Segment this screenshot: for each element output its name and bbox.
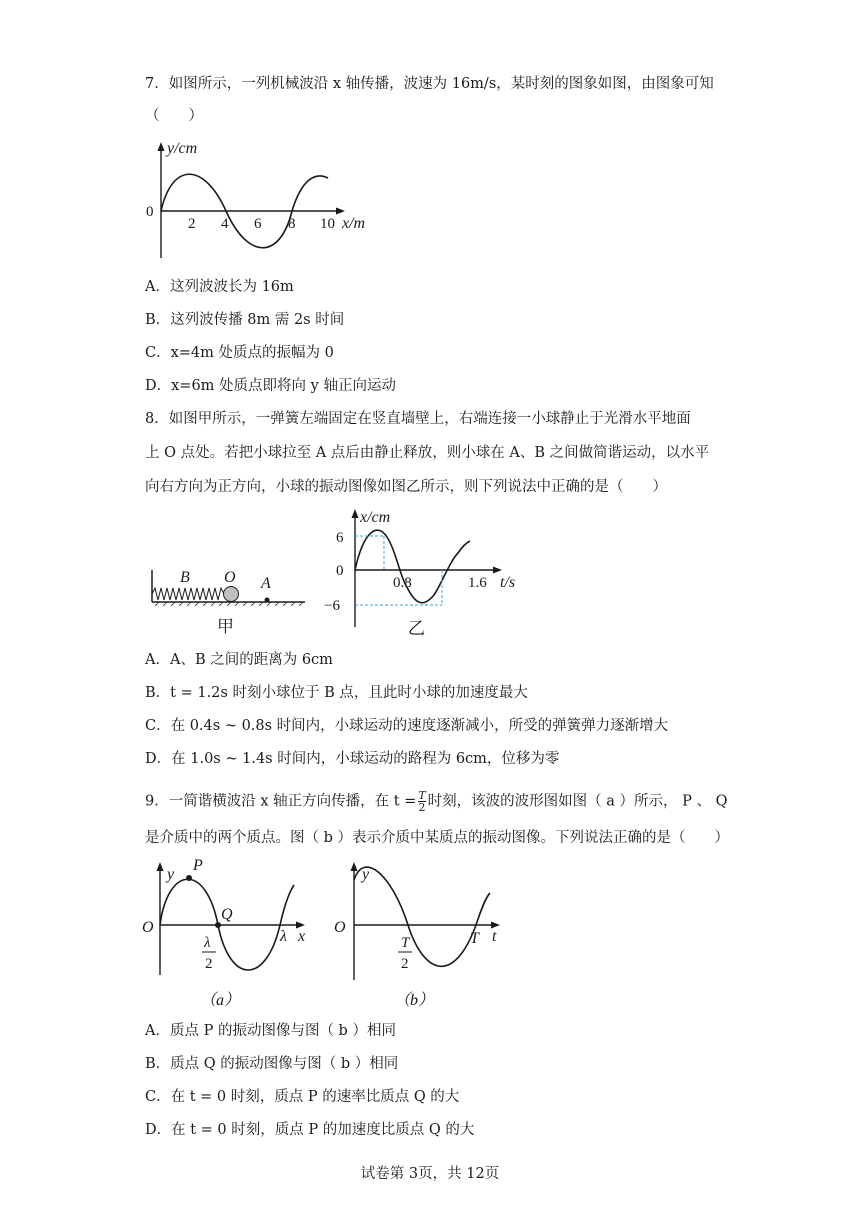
q9a-point-p	[186, 875, 192, 881]
q8-caption-jia: 甲	[217, 617, 234, 636]
q8-spring	[152, 588, 224, 600]
q9-vibration-b	[330, 855, 510, 1015]
q9a-half-lambda-num: λ	[204, 935, 211, 951]
q9b-y-arrow	[351, 862, 358, 871]
q7-origin: 0	[146, 204, 154, 220]
q9-stem-part1: 9．一简谐横波沿 x 轴正方向传播，在 t =	[145, 793, 417, 810]
q9-frac-den: 2	[418, 801, 426, 814]
q8-option-c: C．在 0.4s ~ 0.8s 时间内，小球运动的速度逐渐减小，所受的弹簧弹力逐渐增大	[145, 718, 669, 734]
q7-tick-6: 6	[254, 216, 262, 232]
q7-tick-4: 4	[221, 216, 229, 232]
q7-tick-10: 10	[320, 216, 335, 232]
q7-y-arrow	[158, 142, 165, 151]
q7-tick-2: 2	[188, 216, 196, 232]
q8-point-a-dot	[265, 598, 270, 603]
q7-bracket: （ ）	[145, 108, 203, 124]
q8-y-arrow	[352, 509, 359, 518]
q8-spring-figure	[145, 560, 310, 640]
q8-tick-1-6: 1.6	[468, 575, 487, 591]
q7-x-arrow	[336, 208, 345, 215]
q8-label-b: B	[180, 569, 190, 586]
q9b-label-y: y	[362, 866, 370, 883]
q9-stem-line1	[145, 790, 728, 813]
q9-frac-num: T	[418, 789, 426, 802]
q9b-caption: （b）	[394, 992, 435, 1009]
q9a-label-x: x	[298, 928, 306, 945]
q9b-label-t-period: T	[470, 930, 479, 947]
q7-option-b: B．这列波传播 8m 需 2s 时间	[145, 312, 345, 328]
q7-y-label: y/cm	[167, 140, 198, 157]
q7-stem: 7．如图所示，一列机械波沿 x 轴传播，波速为 16m/s，某时刻的图象如图，由图象可知	[145, 76, 714, 92]
q9a-label-o: O	[142, 919, 154, 936]
q8-tick-neg6: −6	[324, 598, 340, 614]
q8-sine-curve	[355, 530, 470, 603]
q9b-half-t-num: T	[401, 935, 410, 951]
q8-option-b: B．t = 1.2s 时刻小球位于 B 点，且此时小球的加速度最大	[145, 685, 528, 701]
q9-option-b: B．质点 Q 的振动图像与图（ b ）相同	[145, 1056, 399, 1072]
q9a-y-arrow	[157, 862, 164, 871]
q9b-label-o: O	[334, 919, 346, 936]
q8-option-a: A．A、B 之间的距离为 6cm	[145, 652, 333, 668]
q7-option-c: C．x=4m 处质点的振幅为 0	[145, 345, 334, 361]
q7-x-label: x/m	[342, 215, 366, 232]
q8-tick-0: 0	[336, 563, 344, 579]
q7-option-a: A．这列波波长为 16m	[145, 279, 294, 295]
q8-t-label: t/s	[500, 574, 516, 591]
q9-option-c: C．在 t = 0 时刻，质点 P 的速率比质点 Q 的大	[145, 1089, 460, 1105]
q9b-vibration-curve	[354, 867, 490, 966]
q9-stem-part2: 时刻，该波的波形图如图（ a ）所示， P 、 Q	[427, 793, 728, 810]
q7-tick-8: 8	[288, 216, 296, 232]
q9-option-d: D．在 t = 0 时刻，质点 P 的加速度比质点 Q 的大	[145, 1122, 475, 1138]
q9a-caption: （a）	[200, 992, 241, 1009]
q8-oscillation-graph	[322, 505, 532, 640]
q9b-half-t-den: 2	[401, 956, 409, 972]
q8-tick-0-8: 0.8	[393, 575, 412, 591]
q9-option-a: A．质点 P 的振动图像与图（ b ）相同	[145, 1023, 396, 1039]
q9b-label-t: t	[492, 928, 497, 945]
q8-stem-line3: 向右方向为正方向，小球的振动图像如图乙所示，则下列说法中正确的是（ ）	[145, 479, 667, 495]
q7-option-d: D．x=6m 处质点即将向 y 轴正向运动	[145, 378, 396, 394]
q8-y-label: x/cm	[360, 509, 391, 526]
q9-stem-line2: 是介质中的两个质点。图（ b ）表示介质中某质点的振动图像。下列说法正确的是（ ）	[145, 830, 729, 846]
q9a-label-p: P	[193, 857, 203, 874]
q8-label-o: O	[224, 569, 236, 586]
q9-waveform-a	[140, 855, 320, 1015]
q9-fraction	[418, 790, 425, 813]
q8-stem-line1: 8．如图甲所示，一弹簧左端固定在竖直墙壁上，右端连接一小球静止于光滑水平地面	[145, 411, 691, 427]
page-footer: 试卷第 3页，共 12页	[360, 1166, 500, 1182]
q8-tick-6: 6	[336, 530, 344, 546]
q9a-label-q: Q	[221, 906, 233, 923]
q9a-half-lambda-den: 2	[205, 956, 213, 972]
q8-ball	[224, 587, 239, 602]
q9a-label-lambda: λ	[280, 928, 287, 945]
q8-stem-line2: 上 O 点处。若把小球拉至 A 点后由静止释放，则小球在 A、B 之间做简谐运动，以水平	[145, 445, 710, 461]
q8-option-d: D．在 1.0s ~ 1.4s 时间内，小球运动的路程为 6cm，位移为零	[145, 751, 560, 767]
q9a-label-y: y	[167, 866, 175, 883]
q8-caption-yi: 乙	[408, 619, 425, 638]
q7-wave-figure	[140, 138, 380, 263]
q8-label-a: A	[261, 575, 271, 592]
q8-t-arrow	[493, 567, 502, 574]
